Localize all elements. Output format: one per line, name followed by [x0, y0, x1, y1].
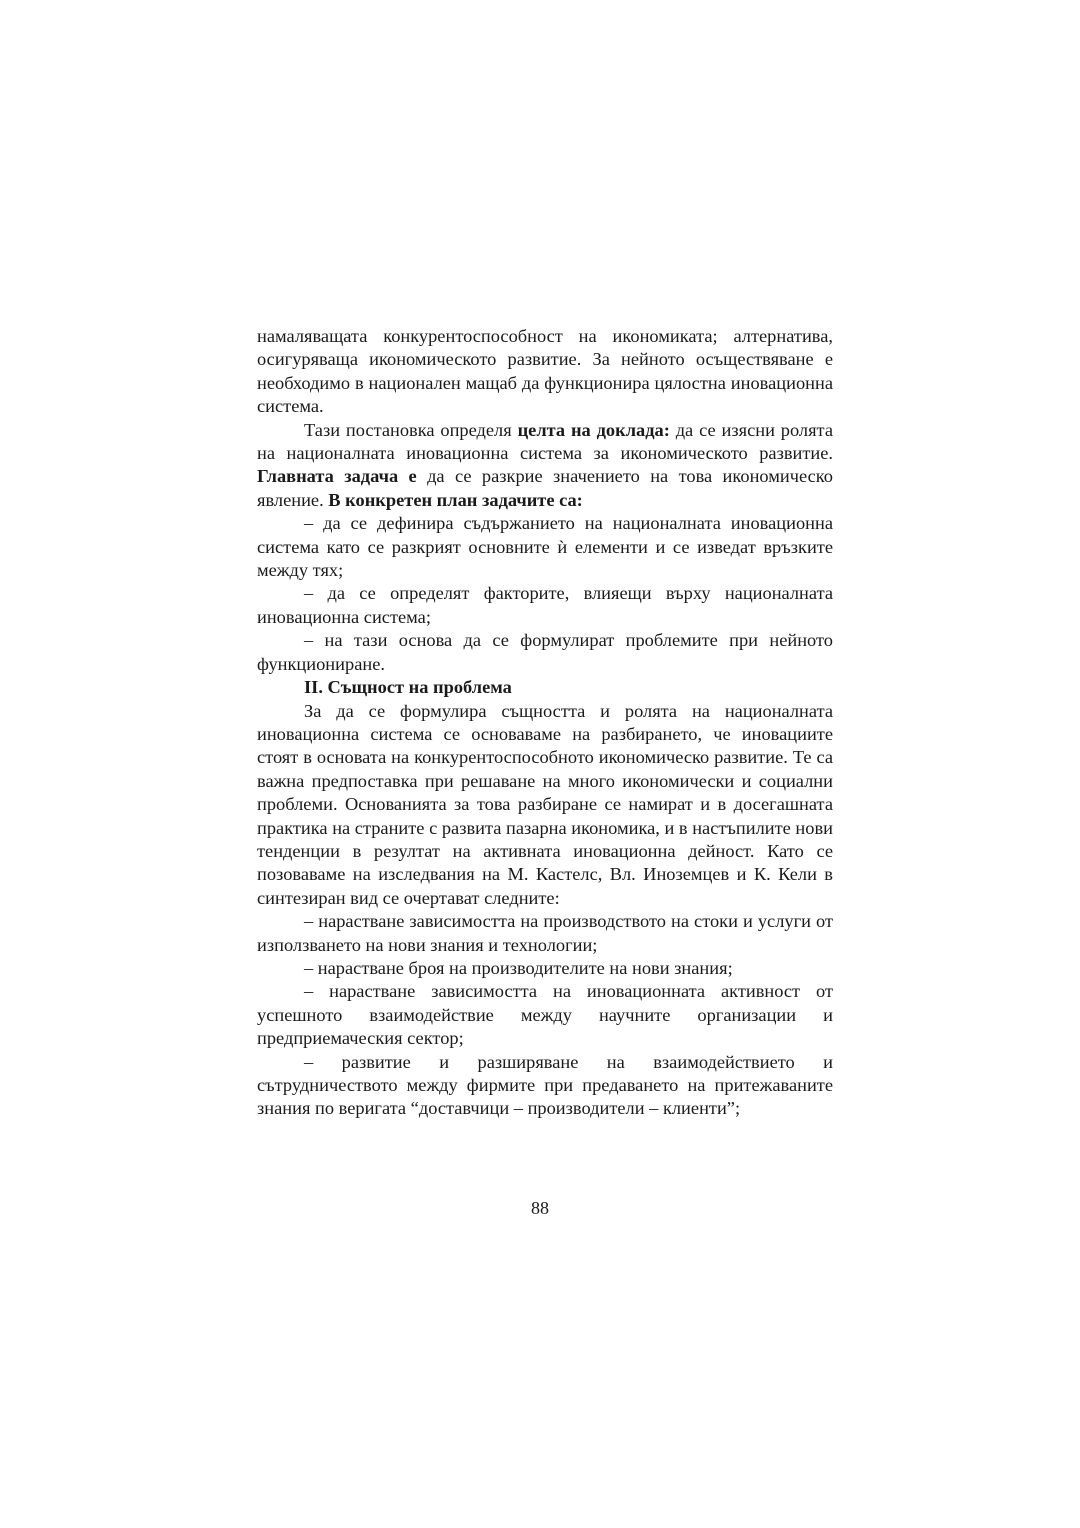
task-item: – да се определят факторите, влияещи върху националната иновационна система; — [257, 583, 833, 627]
section-paragraph: За да се формулира същността и ролята на националната иновационна система се основаваме на разбирането, че иновациите стоят в основата на конкурентоспособното икономическо развитие. Те са важна предпоставка при решаване на много икономически и социални проблеми. Основанията за това разбиране се намират и в досегашната практика на страните с развита пазарна икономика, и в настъпилите нови тенденции в резултат на активната иновационна дейност. Като се позоваваме на изследвания на М. Кастелс, Вл. Иноземцев и К. Кели в синтезиран вид се очертават следните: — [257, 700, 833, 908]
trend-item: – развитие и разширяване на взаимодействието и сътрудничеството между фирмите при предаването на притежаваните знания по веригата “доставчици – производители – клиенти”; — [257, 1051, 833, 1119]
goal-text-1: Тази постановка определя — [304, 419, 518, 440]
section-heading: II. Същност на проблема — [304, 677, 512, 698]
trend-item: – нарастване зависимостта на иновационната активност от успешното взаимодействие между научните организации и предприемаческия сектор; — [257, 981, 833, 1049]
goal-text-2: да се изясни ролята на националната иновационна система за икономическото развитие. — [257, 419, 833, 464]
trend-item: – нарастване броя на производителите на нови знания; — [304, 957, 733, 978]
task-item: – да се дефинира съдържанието на националната иновационна система като се разкрият основните ѝ елементи и се изведат връзките между тях; — [257, 513, 833, 581]
goal-text-3: да се разкрие значението на това икономическо явление. — [257, 466, 833, 510]
goal-bold-2: Главната задача е — [257, 466, 417, 487]
goal-paragraph — [257, 419, 833, 513]
goal-bold-1: целта на доклада: — [517, 419, 670, 440]
intro-paragraph: намаляващата конкурентоспособност на икономиката; алтернатива, осигуряваща икономическото развитие. За нейното осъществяване е необходимо в национален мащаб да функционира цялостна иновационна система. — [257, 326, 833, 417]
trend-item: – нарастване зависимостта на производството на стоки и услуги от използването на нови знания и технологии; — [257, 911, 833, 955]
goal-bold-3: В конкретен план задачите са: — [328, 489, 583, 510]
task-item: – на тази основа да се формулират проблемите при нейното функциониране. — [257, 630, 833, 674]
page-text — [257, 325, 833, 1121]
page-number: 88 — [531, 1198, 549, 1218]
